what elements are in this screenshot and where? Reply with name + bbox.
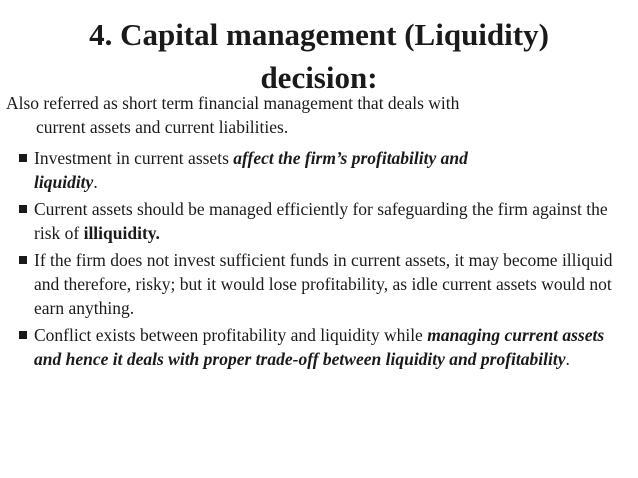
bullet-item-1	[19, 146, 619, 194]
bullet-4-text: Conflict exists between profitability and liquidity while	[34, 325, 428, 345]
bullet-item-2	[19, 197, 619, 245]
square-bullet-icon	[19, 205, 27, 213]
bullet-1-period: .	[93, 172, 98, 192]
intro-line-2: current assets and current liabilities.	[36, 117, 289, 137]
slide-title-line-1: 4. Capital management (Liquidity)	[89, 17, 549, 52]
intro-line-1: Also referred as short term financial management that deals with	[6, 93, 460, 113]
intro-paragraph	[6, 91, 616, 139]
bullet-4-period: .	[565, 349, 570, 369]
bullet-3-text: If the firm does not invest sufficient funds in current assets, it may become illiquid and therefore, risky; but it would lose profitability, as idle current assets would not earn anything.	[34, 250, 613, 318]
bullet-4-emphasis: managing current assets and hence it deals with proper trade-off between liquidity and profitability	[34, 325, 605, 369]
bullet-1-emphasis-2: liquidity	[34, 172, 94, 192]
bullet-1-emphasis: affect the firm’s profitability and	[233, 148, 468, 168]
bullet-2-text: Current assets should be managed efficiently for safeguarding the firm against the risk of	[34, 199, 608, 243]
square-bullet-icon	[19, 331, 27, 339]
bullet-1-text: Investment in current assets	[34, 148, 234, 168]
square-bullet-icon	[19, 256, 27, 264]
bullet-2-emphasis: illiquidity.	[83, 223, 160, 243]
bullet-list	[19, 146, 619, 374]
bullet-item-4	[19, 323, 619, 371]
square-bullet-icon	[19, 154, 27, 162]
bullet-item-3	[19, 248, 619, 320]
slide-title-line-2: decision:	[260, 60, 378, 95]
